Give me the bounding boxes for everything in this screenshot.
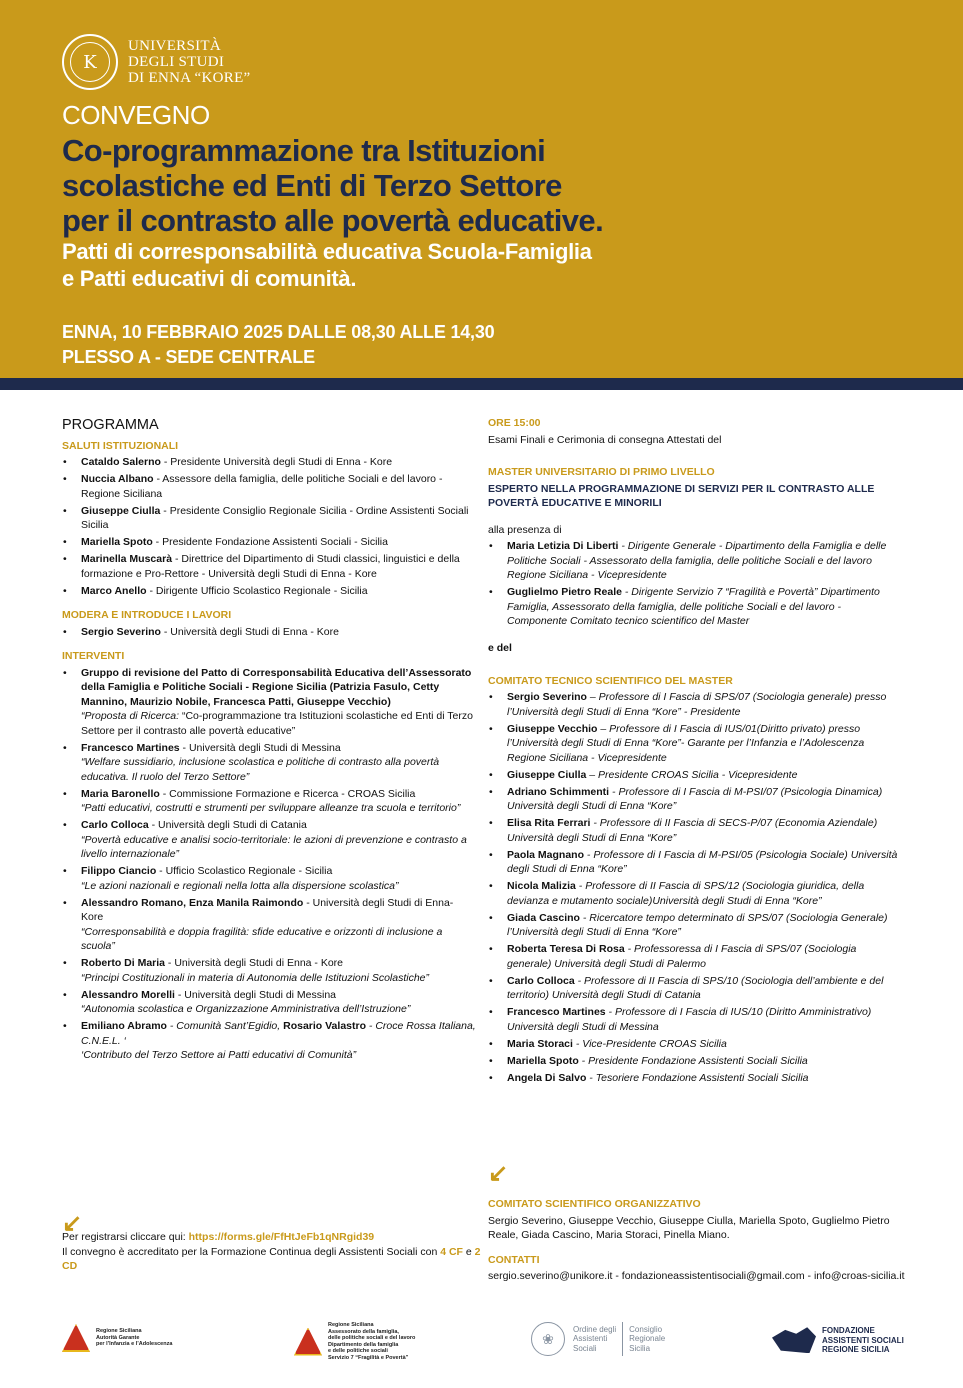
person-name: Cataldo Salerno <box>81 456 161 468</box>
person-name: Roberto Di Maria <box>81 957 166 969</box>
person-role: - Ufficio Scolastico Regionale - Sicilia <box>156 865 333 877</box>
event-date: ENNA, 10 FEBBRAIO 2025 DALLE 08,30 ALLE 14,30 PLESSO A - SEDE CENTRALE <box>62 322 495 367</box>
trinacria-icon <box>62 1324 90 1352</box>
ordine-logo: ❀ Ordine degli Assistenti Sociali Consiglio Regionale Sicilia <box>531 1322 665 1356</box>
list-item <box>62 787 477 816</box>
person-name: Angela Di Salvo <box>507 1071 587 1084</box>
list-item: • Emiliano Abramo - Comunità Sant’Egidio, Rosario Valastro - Croce Rossa Italiana, C.N.E.L. ‘ ‘Contributo del Terzo Settore ai Patti educativi di Comunità” <box>62 1019 477 1063</box>
university-logo <box>62 34 251 90</box>
person-name: Giuseppe Ciulla <box>81 504 161 517</box>
person-role: - Presidente Fondazione Assistenti Sociali - Sicilia <box>152 536 388 548</box>
list-item <box>488 911 903 940</box>
person-name: Maria Letizia Di Liberti <box>507 540 619 552</box>
presenza-list <box>488 539 903 629</box>
event-type: CONVEGNO <box>62 100 210 130</box>
university-name: UNIVERSITÀ DEGLI STUDI DI ENNA “KORE” <box>128 38 251 86</box>
comitato-list <box>488 690 903 1085</box>
person-role: - Presidente Fondazione Assistenti Sociali Sicilia <box>578 1054 808 1067</box>
person-role: - Direttrice del Dipartimento di Studi classici, linguistici e della formazione e Pro-Rettore - Università degli Studi di Enna - Kore <box>81 553 460 580</box>
assessorato-logo: Regione Siciliana Assessorato della famiglia, delle politiche sociali e del lavoro Dipartimento della famiglia e delle politiche sociali Servizio 7 “Fragilità e Povertà” <box>294 1322 415 1361</box>
ceremony-column <box>488 416 903 1088</box>
university-seal-icon: K <box>62 34 118 90</box>
saluti-title: SALUTI ISTITUZIONALI <box>62 439 179 452</box>
person-role: - Università degli Studi di Enna - Kore <box>165 957 344 969</box>
interventi-list <box>62 666 477 739</box>
list-item <box>62 896 477 954</box>
person-name: Francesco Martines <box>81 741 180 754</box>
arrow-icon: ↙ <box>488 1160 509 1187</box>
interventi-list-last <box>62 1019 477 1063</box>
person-name: Elisa Rita Ferrari <box>507 817 591 829</box>
interventi-list-2 <box>62 741 477 1017</box>
edel-label: e del <box>488 642 512 654</box>
person-name: Giuseppe Ciulla <box>507 768 587 781</box>
list-item <box>488 722 903 766</box>
list-item <box>62 818 477 862</box>
person-role: - Professoressa di I Fascia di SPS/07 (Sociologia generale) Università degli Studi di Palermo <box>507 943 857 970</box>
speaker-group: • Gruppo di revisione del Patto di Corresponsabilità Educativa dell’Assessorato della Famiglia e Politiche Sociali - Regione Sicilia (Patrizia Fasulo, Cetty Mannino, Maurizio Nobile, Francesca Patti, Giuseppe Vecchio) <box>81 666 472 708</box>
time-label: ORE 15:00 <box>488 417 541 429</box>
person-name: Nicola Malizia <box>507 880 576 892</box>
contacts-text[interactable]: sergio.severino@unikore.it - fondazioneassistentisociali@gmail.com - info@croas-sicilia.it <box>488 1270 905 1282</box>
list-item <box>62 472 477 501</box>
person-role: - Vice-Presidente CROAS Sicilia <box>572 1037 727 1050</box>
esami-text: Esami Finali e Cerimonia di consegna Attestati del <box>488 433 722 446</box>
list-item <box>62 988 477 1017</box>
person-name: Filippo Ciancio <box>81 865 157 877</box>
list-item <box>488 539 903 583</box>
ordine-icon: ❀ <box>531 1322 565 1356</box>
person-role: - Ricercatore tempo determinato di SPS/07 (Sociologia Generale) l’Università degli Studi di Enna “Kore” <box>507 911 888 938</box>
talk-title: “Autonomia scolastica e Organizzazione Amministrativa dell’Istruzione” <box>81 1003 411 1015</box>
registration-block: Per registrarsi cliccare qui: https://forms.gle/FfHtJeFb1qNRgid39 Il convegno è accreditato per la Formazione Continua degli Assistenti Sociali con 4 CF e 2 CD <box>62 1231 481 1272</box>
fondazione-logo: FONDAZIONE ASSISTENTI SOCIALI REGIONE SICILIA <box>772 1326 904 1355</box>
master-title: MASTER UNIVERSITARIO DI PRIMO LIVELLO <box>488 466 715 478</box>
list-item <box>488 879 903 908</box>
person-role: - Tesoriere Fondazione Assistenti Sociali Sicilia <box>586 1071 809 1084</box>
talk-title: “Welfare sussidiario, inclusione scolastica e politiche di contrasto alla povertà educativa. Il ruolo del Terzo Settore” <box>81 756 440 783</box>
talk-title: ‘Contributo del Terzo Settore ai Patti educativi di Comunità” <box>81 1049 357 1061</box>
list-item <box>488 585 903 629</box>
person-role: – Professore di I Fascia di SPS/07 (Sociologia generale) presso l’Università degli Studi di Enna “Kore” - Presidente <box>507 691 887 718</box>
modera-title: MODERA E INTRODUCE I LAVORI <box>62 609 232 621</box>
person-role: - Professore di I Fascia di M-PSI/07 (Psicologia Dinamica) Università degli Studi di Enna “Kore” <box>507 785 883 812</box>
person-name: Alessandro Morelli <box>81 988 175 1001</box>
list-item <box>488 1071 903 1086</box>
talk-title: “Proposta di Ricerca: “Co-programmazione tra Istituzioni scolastiche ed Enti di Terzo Settore per il contrasto alle povertà educative” <box>81 710 473 737</box>
talk-title: “Patti educativi, costrutti e strumenti per sviluppare alleanze tra scuola e territorio” <box>81 802 461 814</box>
person-name: Giuseppe Vecchio <box>507 722 598 735</box>
list-item <box>62 552 477 581</box>
person-role: - Università degli Studi di Messina <box>179 741 341 754</box>
list-item <box>488 816 903 845</box>
master-subtitle: ESPERTO NELLA PROGRAMMAZIONE DI SERVIZI PER IL CONTRASTO ALLE POVERTÀ EDUCATIVE E MINORILI <box>488 482 875 509</box>
person-name: Francesco Martines <box>507 1006 606 1018</box>
list-item <box>488 785 903 814</box>
person-role: - Assessore della famiglia, delle politiche Sociali e del lavoro - Regione Siciliana <box>81 473 443 500</box>
list-item <box>488 1005 903 1034</box>
header-banner <box>0 0 963 378</box>
person-role: - Professore di I Fascia di M-PSI/05 (Psicologia Sociale) Università degli Studi di Enna “Kore” <box>507 848 898 875</box>
person-role: - Professore di I Fascia di IUS/10 (Diritto Amministrativo) Università degli Studi di Messina <box>507 1006 872 1033</box>
person-role: - Università degli Studi di Catania <box>148 819 307 831</box>
person-name: Carlo Colloca <box>507 974 575 987</box>
person-role: - Università degli Studi di Messina <box>174 988 337 1001</box>
person-name: Mariella Spoto <box>81 536 153 548</box>
person-role: - Presidente Università degli Studi di Enna - Kore <box>160 456 393 468</box>
arrow-icon: ↙ <box>62 1210 83 1237</box>
org-title: COMITATO SCIENTIFICO ORGANIZZATIVO <box>488 1198 701 1210</box>
org-names: Sergio Severino, Giuseppe Vecchio, Giuseppe Ciulla, Mariella Spoto, Guglielmo Pietro Reale, Giada Cascino, Maria Storaci, Pinella Miano. <box>488 1214 890 1241</box>
person-role: – Professore di I Fascia di IUS/01(Diritto privato) presso l’Università degli Studi di Enna “Kore”- Garante per l’Infanzia e l’Adolescenza Regione Siciliana - Vicepresidente <box>507 722 865 764</box>
talk-title: “Corresponsabilità e doppia fragilità: sfide educative e orizzonti di inclusione a scuola” <box>81 925 443 952</box>
person-name: Sergio Severino <box>81 625 161 638</box>
event-title: Co-programmazione tra Istituzioni scolastiche ed Enti di Terzo Settore per il contrasto alle povertà educative. <box>62 133 604 238</box>
person-name: Carlo Colloca <box>81 819 149 831</box>
person-role: - Dirigente Ufficio Scolastico Regionale - Sicilia <box>146 584 368 597</box>
talk-title: “Principi Costituzionali in materia di Autonomia delle Istituzioni Scolastiche” <box>81 971 430 984</box>
garante-logo: Regione Siciliana Autorità Garante per l’Infanzia e l’Adolescenza <box>62 1324 172 1352</box>
program-column <box>62 418 477 1065</box>
registration-link[interactable]: https://forms.gle/FfHtJeFb1qNRgid39 <box>188 1231 375 1243</box>
person-name: Giada Cascino <box>507 911 580 924</box>
list-item <box>62 455 477 470</box>
list-item <box>62 535 477 550</box>
person-role: - Professore di II Fascia di SPS/12 (Sociologia giuridica, della devianza e mutamento sociale)Università degli Studi di Enna “Kore” <box>507 880 865 907</box>
person-role: - Università degli Studi di Enna- Kore <box>81 896 454 923</box>
header-divider <box>0 378 963 390</box>
partner-logos <box>0 1318 963 1368</box>
sicily-map-icon <box>772 1327 816 1353</box>
person-role: - Università degli Studi di Enna - Kore <box>160 625 339 638</box>
list-item <box>488 1037 903 1052</box>
list-item <box>488 1054 903 1069</box>
list-item <box>488 942 903 971</box>
person-name: Maria Storaci <box>507 1037 573 1050</box>
modera-list <box>62 625 477 640</box>
interventi-title: INTERVENTI <box>62 650 125 662</box>
list-item <box>62 666 477 739</box>
list-item <box>62 504 477 533</box>
list-item <box>488 768 903 783</box>
event-subtitle: Patti di corresponsabilità educativa Scuola-Famiglia e Patti educativi di comunità. <box>62 239 592 291</box>
person-role: - Commissione Formazione e Ricerca - CROAS Sicilia <box>159 787 416 800</box>
list-item <box>488 690 903 719</box>
list-item <box>488 848 903 877</box>
list-item <box>62 584 477 599</box>
trinacria-icon <box>294 1328 322 1356</box>
saluti-list <box>62 455 477 598</box>
list-item <box>62 864 477 893</box>
talk-title: “Povertà educative e analisi socio-territoriale: le azioni di prevenzione e contrasto a livello internazionale” <box>81 833 467 860</box>
program-heading: PROGRAMMA <box>62 417 159 433</box>
person-name: Marinella Muscarà <box>81 553 173 565</box>
person-name: Guglielmo Pietro Reale <box>507 586 622 598</box>
person-role: - Dirigente Generale - Dipartimento della Famiglia e delle Politiche Sociali - Assessorato della famiglia, delle politiche Sociali e del lavoro Regione Siciliana - Vicepresidente <box>507 540 887 581</box>
comitato-title: COMITATO TECNICO SCIENTIFICO DEL MASTER <box>488 674 733 687</box>
person-name: Sergio Severino <box>507 691 587 703</box>
contacts-title: CONTATTI <box>488 1253 540 1266</box>
person-name: Marco Anello <box>81 584 147 597</box>
person-role: - Presidente Consiglio Regionale Sicilia - Ordine Assistenti Sociali Sicilia <box>81 504 469 531</box>
person-role: - Professore di II Fascia di SPS/10 (Sociologia dell’ambiente e del territorio) Università degli Studi di Catania <box>507 974 884 1001</box>
person-name: Mariella Spoto <box>507 1054 579 1067</box>
person-role: – Presidente CROAS Sicilia - Vicepresidente <box>586 768 798 781</box>
person-name: Maria Baronello <box>81 787 160 800</box>
person-role: - Professore di II Fascia di SECS-P/07 (Economia Aziendale) Università degli Studi di Enna “Kore” <box>507 817 878 844</box>
person-name: Paola Magnano <box>507 848 585 861</box>
presenza-label: alla presenza di <box>488 523 562 536</box>
list-item <box>62 741 477 785</box>
talk-title: “Le azioni nazionali e regionali nella lotta alla dispersione scolastica” <box>81 879 399 892</box>
person-name: Roberta Teresa Di Rosa <box>507 943 625 955</box>
person-role: - Dirigente Servizio 7 “Fragilità e Povertà” Dipartimento Famiglia, Assessorato della famiglia, delle politiche Sociali e del lavoro - Componente Comitato tecnico scientifico del Master <box>507 586 880 627</box>
organizing-committee <box>488 1197 918 1284</box>
list-item <box>62 956 477 985</box>
person-name: Alessandro Romano, Enza Manila Raimondo <box>81 896 304 909</box>
person-name: Nuccia Albano <box>81 473 154 485</box>
person-name: Adriano Schimmenti <box>507 785 610 798</box>
list-item <box>62 625 477 640</box>
list-item <box>488 974 903 1003</box>
